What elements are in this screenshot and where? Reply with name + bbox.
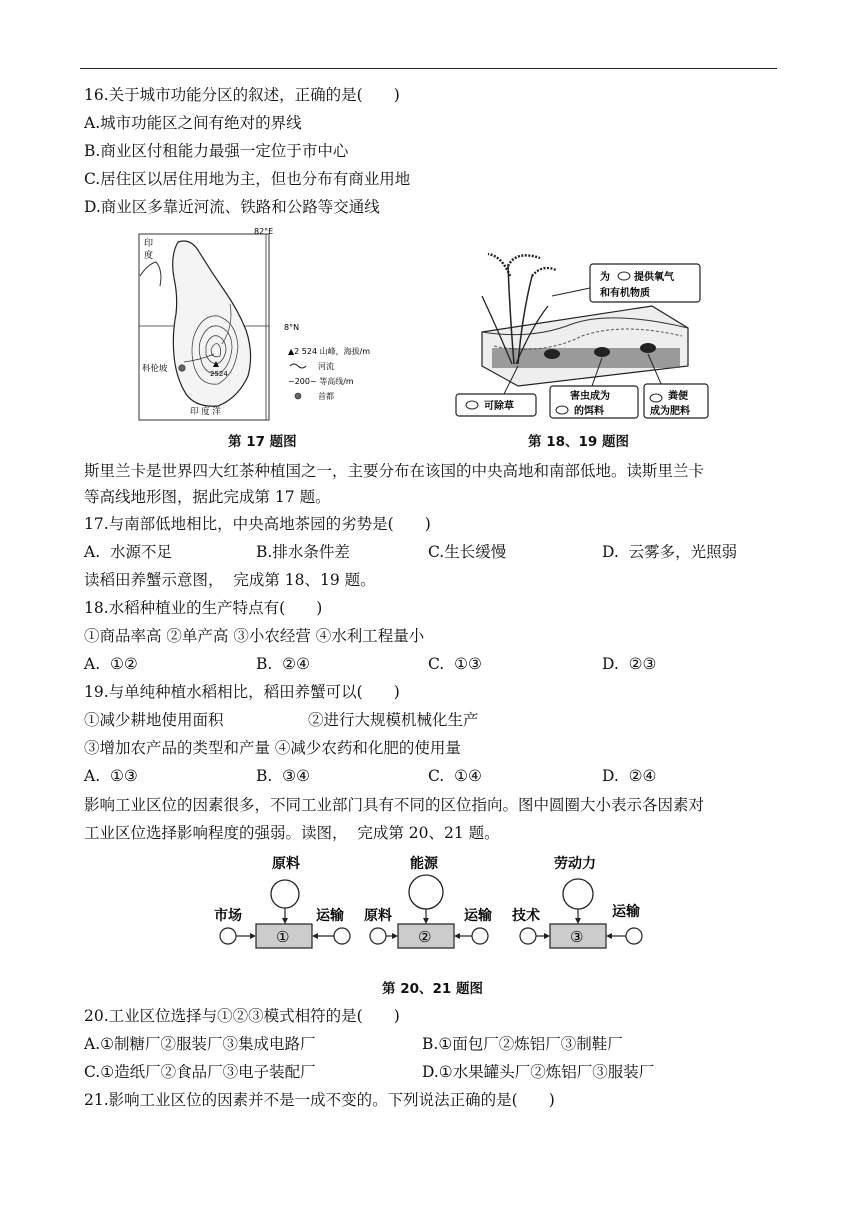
svg-text:运输: 运输 [612, 904, 640, 920]
fig17-caption: 第 17 题图 [228, 434, 297, 450]
header-rule [80, 68, 777, 69]
q20-option-d: D.①水果罐头厂②炼铝厂③服装厂 [422, 1063, 655, 1081]
svg-text:成为肥料: 成为肥料 [650, 406, 690, 417]
lon-label: 82°E [254, 227, 274, 236]
q21-stem: 21.影响工业区位的因素并不是一成不变的。下列说法正确的是( ) [84, 1091, 555, 1109]
svg-text:③: ③ [570, 928, 584, 946]
q16-option-a: A.城市功能区之间有绝对的界线 [84, 114, 302, 132]
q18-option-d: D. ②③ [602, 655, 657, 673]
rice-crab-diagram [452, 236, 712, 422]
q17-option-a: A. 水源不足 [84, 543, 172, 561]
pattern-1 [214, 855, 350, 948]
svg-text:①: ① [276, 928, 290, 946]
q19-stem: 19.与单纯种植水稻相比，稻田养蟹可以( ) [84, 683, 400, 701]
q17-option-b: B.排水条件差 [256, 543, 350, 561]
svg-text:害虫成为: 害虫成为 [570, 391, 610, 402]
q19-item2: ②进行大规模机械化生产 [308, 711, 479, 729]
q16-option-b: B.商业区付租能力最强一定位于市中心 [84, 142, 349, 160]
sri-lanka-contour-map [138, 226, 428, 422]
q19-option-a: A. ①③ [84, 767, 138, 785]
q17-stem: 17.与南部低地相比，中央高地茶园的劣势是( ) [84, 515, 431, 533]
q17-option-c: C.生长缓慢 [428, 543, 507, 561]
island-outline [173, 241, 251, 406]
svg-text:原料: 原料 [272, 856, 300, 872]
pattern-3 [511, 855, 642, 948]
svg-text:运输: 运输 [316, 908, 344, 924]
svg-text:粪便: 粪便 [668, 391, 688, 402]
q17-intro-line1: 斯里兰卡是世界四大红茶种植国之一，主要分布在该国的中央高地和南部低地。读斯里兰卡 [84, 462, 705, 480]
svg-text:的饵料: 的饵料 [574, 406, 604, 417]
capital-label: 科伦坡 [142, 364, 168, 374]
q19-option-b: B. ③④ [256, 767, 310, 785]
svg-text:劳动力: 劳动力 [554, 856, 596, 872]
q20-option-b: B.①面包厂②炼铝厂③制鞋厂 [422, 1035, 623, 1053]
legend-peak: ▲2 524 山峰，海拔/m [288, 347, 371, 356]
map-legend [288, 346, 370, 401]
q19-item1: ①减少耕地使用面积 [84, 711, 224, 729]
q18-option-b: B. ②④ [256, 655, 310, 673]
ocean-label: 印 度 洋 [190, 407, 221, 417]
q20-stem: 20.工业区位选择与①②③模式相符的是( ) [84, 1007, 400, 1025]
legend-capital: 首都 [318, 392, 334, 401]
capital-marker [179, 365, 185, 371]
svg-text:运输: 运输 [464, 908, 492, 924]
fig18-caption: 第 18、19 题图 [528, 434, 629, 450]
q17-intro-line2: 等高线地形图，据此完成第 17 题。 [84, 488, 331, 506]
svg-text:能源: 能源 [410, 856, 438, 872]
svg-text:可除草: 可除草 [484, 401, 514, 412]
svg-text:市场: 市场 [214, 908, 242, 924]
q16-option-c: C.居住区以居住用地为主，但也分布有商业用地 [84, 170, 411, 188]
q17-option-d: D. 云雾多，光照弱 [602, 543, 738, 561]
q18-option-c: C. ①③ [428, 655, 482, 673]
country-label-2: 度 [144, 251, 154, 261]
svg-text:②: ② [418, 928, 432, 946]
svg-text:为: 为 [600, 272, 610, 283]
intro-20-21-line1: 影响工业区位的因素很多，不同工业部门具有不同的区位指向。图中圆圈大小表示各因素对 [84, 796, 705, 814]
lat-label: 8°N [284, 323, 300, 332]
peak-label: 2524 [210, 370, 228, 378]
intro-18-19: 读稻田养蟹示意图， 完成第 18、19 题。 [84, 571, 376, 589]
country-label-1: 印 [144, 239, 154, 249]
legend-contour: ~200~ 等高线/m [288, 377, 354, 386]
q16-option-d: D.商业区多靠近河流、铁路和公路等交通线 [84, 198, 380, 216]
industry-location-diagram [210, 850, 660, 956]
svg-text:提供氧气: 提供氧气 [634, 272, 674, 283]
q18-items: ①商品率高 ②单产高 ③小农经营 ④水利工程量小 [84, 627, 425, 645]
svg-text:原料: 原料 [364, 908, 392, 924]
svg-text:和有机物质: 和有机物质 [600, 288, 650, 299]
legend-river: 河流 [318, 362, 334, 371]
q18-option-a: A. ①② [84, 655, 138, 673]
q19-option-d: D. ②④ [602, 767, 657, 785]
q20-option-c: C.①造纸厂②食品厂③电子装配厂 [84, 1063, 316, 1081]
pattern-2 [364, 855, 492, 948]
q19-items-34: ③增加农产品的类型和产量 ④减少农药和化肥的使用量 [84, 739, 461, 757]
q16-stem: 16.关于城市功能分区的叙述，正确的是( ) [84, 86, 400, 104]
q18-stem: 18.水稻种植业的生产特点有( ) [84, 599, 323, 617]
svg-text:技术: 技术 [512, 908, 540, 924]
fig20-caption: 第 20、21 题图 [382, 981, 483, 997]
q20-option-a: A.①制糖厂②服装厂③集成电路厂 [84, 1035, 316, 1053]
q19-option-c: C. ①④ [428, 767, 482, 785]
intro-20-21-line2: 工业区位选择影响程度的强弱。读图， 完成第 20、21 题。 [84, 824, 500, 842]
